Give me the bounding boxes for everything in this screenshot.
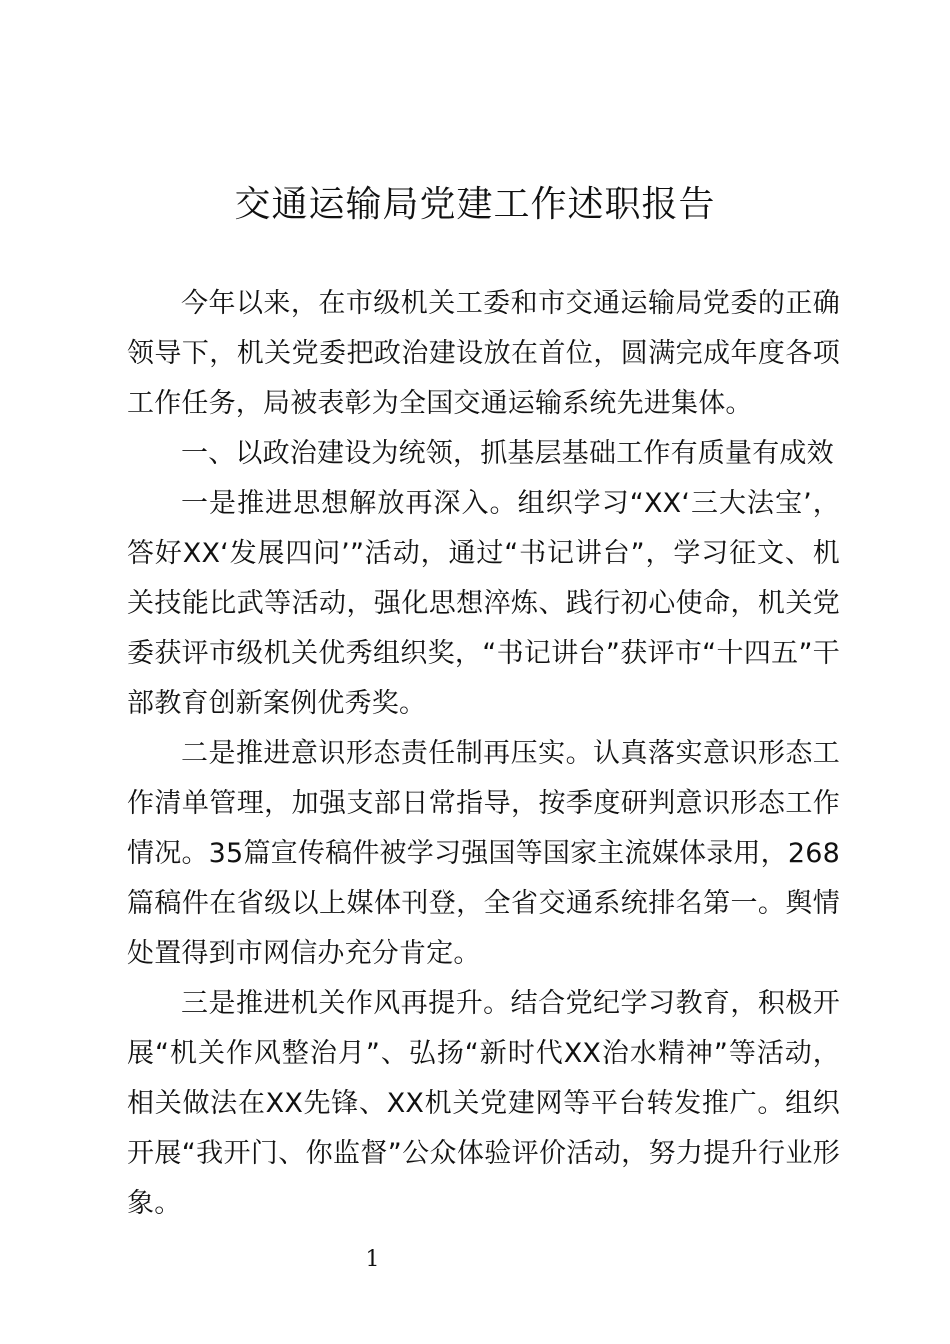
document-title: 交通运输局党建工作述职报告	[234, 184, 716, 225]
paragraph-work-style: 三是推进机关作风再提升。结合党纪学习教育，积极开展“机关作风整治月”、弘扬“新时代XX治水精神”等活动，相关做法在XX先锋、XX机关党建网等平台转发推广。组织开展“我开门、你监督”公众体验评价活动，努力提升行业形象。	[127, 988, 840, 1219]
paragraph-ideological-liberation: 一是推进思想解放再深入。组织学习“XX‘三大法宝’，答好XX‘发展四问’”活动，通过“书记讲台”，学习征文、机关技能比武等活动，强化思想淬炼、践行初心使命，机关党委获评市级机关优秀组织奖，“书记讲台”获评市“十四五”干部教育创新案例优秀奖。	[127, 488, 840, 719]
document-body	[127, 279, 840, 1229]
paragraph-ideology-responsibility: 二是推进意识形态责任制再压实。认真落实意识形态工作清单管理，加强支部日常指导，按季度研判意识形态工作情况。35篇宣传稿件被学习强国等国家主流媒体录用，268篇稿件在省级以上媒体刊登，全省交通系统排名第一。舆情处置得到市网信办充分肯定。	[127, 738, 840, 969]
section-heading: 一、以政治建设为统领，抓基层基础工作有质量有成效	[181, 438, 834, 469]
page-number: 1	[365, 1247, 380, 1272]
intro-paragraph: 今年以来，在市级机关工委和市交通运输局党委的正确领导下，机关党委把政治建设放在首位，圆满完成年度各项工作任务，局被表彰为全国交通运输系统先进集体。	[127, 288, 840, 419]
